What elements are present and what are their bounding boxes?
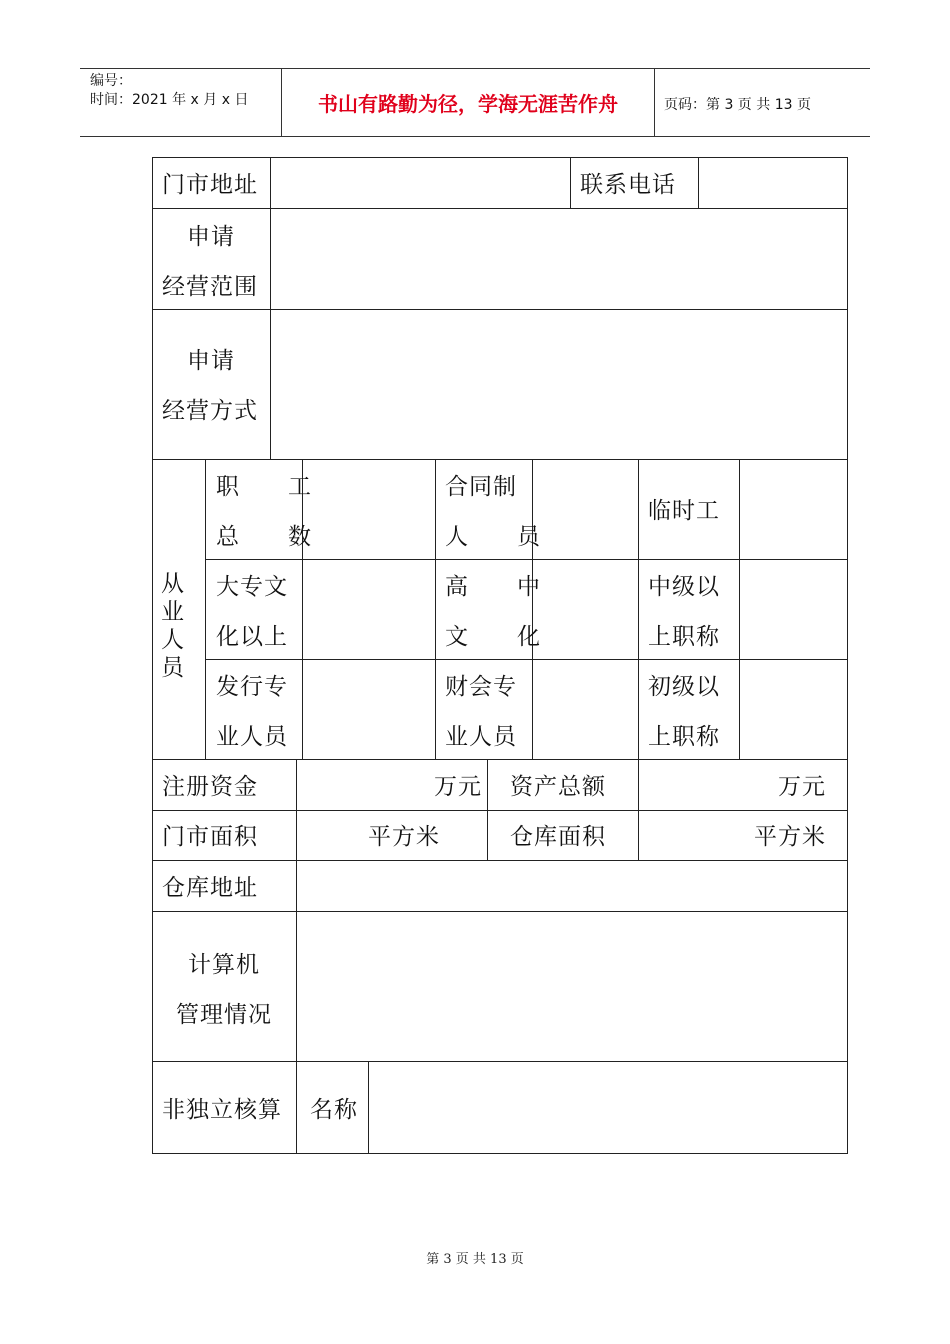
accounting-staff-label: 财会专: [445, 674, 517, 700]
total-staff-label: 职 工: [216, 474, 312, 500]
accounting-staff-label: 业人员: [445, 724, 517, 750]
header-page-info: 页码：第 3 页 共 13 页: [664, 97, 811, 113]
total-assets-label: 资产总额: [510, 774, 606, 800]
mid-title-label: 上职称: [648, 624, 720, 650]
warehouse-address-field[interactable]: [298, 862, 846, 910]
store-address-label: 门市地址: [162, 172, 258, 198]
assets-unit: 万元: [778, 774, 826, 800]
high-school-label: 高 中: [445, 574, 541, 600]
warehouse-address-label: 仓库地址: [162, 875, 258, 901]
business-mode-field[interactable]: [272, 311, 846, 458]
header-bottom-rule: [80, 136, 870, 137]
name-field[interactable]: [370, 1063, 846, 1152]
college-label: 大专文: [216, 574, 288, 600]
capital-unit: 万元: [434, 774, 482, 800]
store-address-field[interactable]: [272, 159, 569, 207]
contact-phone-field[interactable]: [700, 159, 846, 207]
time-label: 时间：2021 年 x 月 x 日: [90, 92, 249, 108]
business-mode-label: 经营方式: [162, 398, 258, 424]
registered-capital-label: 注册资金: [162, 774, 258, 800]
name-label: 名称: [310, 1097, 358, 1123]
staff-label: 从业人员: [161, 571, 184, 681]
total-staff-label: 总 数: [216, 524, 312, 550]
temp-worker-label: 临时工: [648, 498, 720, 524]
computer-management-field[interactable]: [298, 913, 846, 1060]
warehouse-area-label: 仓库面积: [510, 824, 606, 850]
junior-title-label: 初级以: [648, 674, 720, 700]
mid-title-label: 中级以: [648, 574, 720, 600]
page-footer: 第 3 页 共 13 页: [426, 1252, 524, 1267]
store-area-unit: 平方米: [368, 824, 440, 850]
computer-label: 计算机: [188, 952, 260, 978]
college-field[interactable]: [304, 561, 434, 658]
publishing-staff-field[interactable]: [304, 661, 434, 758]
store-area-label: 门市面积: [162, 824, 258, 850]
accounting-staff-field[interactable]: [534, 661, 637, 758]
computer-management-label: 管理情况: [176, 1002, 272, 1028]
contract-staff-label: 人 员: [445, 524, 541, 550]
business-scope-field[interactable]: [272, 210, 846, 308]
junior-title-field[interactable]: [741, 661, 846, 758]
contract-staff-field[interactable]: [534, 461, 637, 558]
warehouse-area-unit: 平方米: [754, 824, 826, 850]
business-scope-label: 经营范围: [162, 274, 258, 300]
college-label: 化以上: [216, 624, 288, 650]
publishing-staff-label: 业人员: [216, 724, 288, 750]
high-school-label: 文 化: [445, 624, 541, 650]
high-school-field[interactable]: [534, 561, 637, 658]
mid-title-field[interactable]: [741, 561, 846, 658]
serial-label: 编号：: [90, 73, 132, 89]
header-divider: [654, 68, 655, 136]
header-top-rule: [80, 68, 870, 69]
contact-phone-label: 联系电话: [580, 172, 676, 198]
total-staff-field[interactable]: [304, 461, 434, 558]
junior-title-label: 上职称: [648, 724, 720, 750]
temp-worker-field[interactable]: [741, 461, 846, 558]
apply-label: 申请: [187, 348, 235, 374]
contract-staff-label: 合同制: [445, 474, 517, 500]
publishing-staff-label: 发行专: [216, 674, 288, 700]
apply-label: 申请: [187, 224, 235, 250]
header-motto: 书山有路勤为径，学海无涯苦作舟: [318, 92, 618, 116]
non-independent-label: 非独立核算: [162, 1097, 282, 1123]
